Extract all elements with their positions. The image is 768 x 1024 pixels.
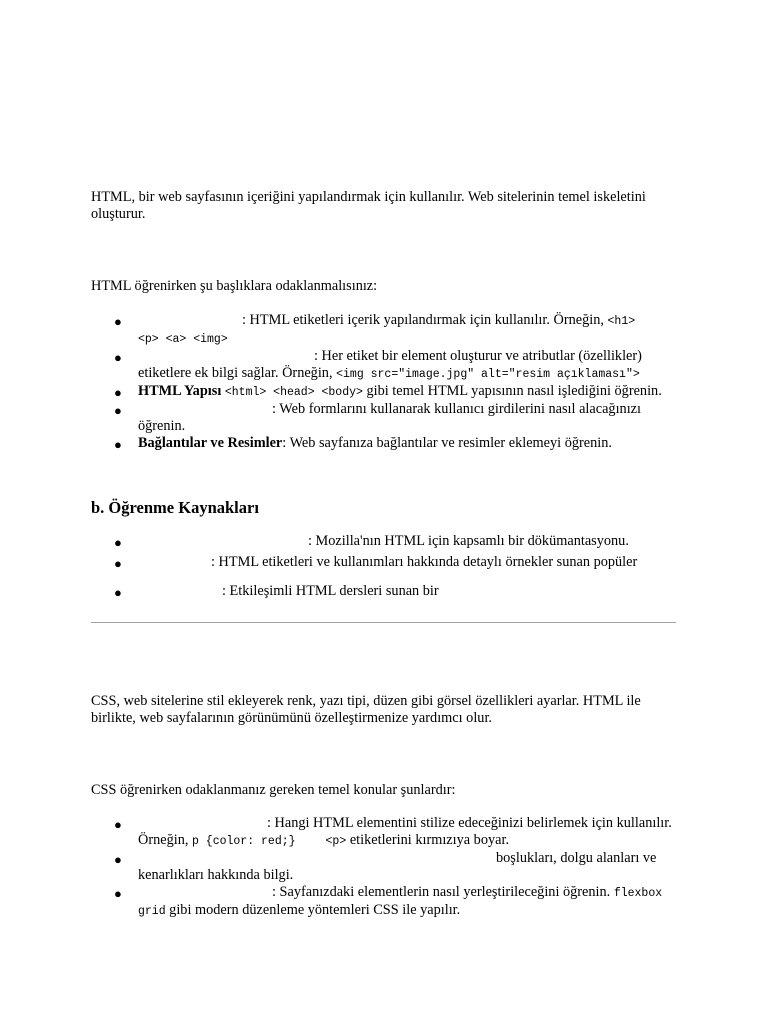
list-item: ● boşlukları, dolgu alanları ve kenarlıkları hakkında bilgi. [114, 850, 657, 883]
list-item: ● Bağlantılar ve Resimler: Web sayfanıza bağlantılar ve resimler eklemeyi öğrenin. [114, 435, 612, 452]
list-item: ● : Her etiket bir element oluşturur ve atributlar (özellikler) etiketlere ek bilgi sağlar. Örneğin, <img src="image.jpg" alt="resim açıklaması"> [114, 348, 642, 381]
html-intro-paragraph: HTML, bir web sayfasının içeriğini yapılandırmak için kullanılır. Web sitelerinin temel iskeletini oluşturur. [91, 189, 646, 222]
bullet-icon: ● [114, 437, 122, 452]
code-snippet: p {color: red;} [192, 835, 296, 848]
list-item: ● HTML Yapısı <html> <head> <body> gibi temel HTML yapısının nasıl işlediğini öğrenin. [114, 383, 662, 400]
code-snippet: <p> [325, 835, 347, 848]
code-snippet: <p> <a> <img> [138, 333, 228, 346]
bullet-icon: ● [114, 385, 122, 400]
bullet-icon: ● [114, 556, 122, 571]
bullet-icon: ● [114, 403, 122, 418]
code-snippet: <html> <head> <body> [224, 386, 363, 399]
bullet-icon: ● [114, 350, 122, 365]
resources-list [91, 533, 681, 600]
topic-title: Bağlantılar ve Resimler [138, 435, 283, 451]
html-learn-intro: HTML öğrenirken şu başlıklara odaklanmalısınız: [91, 278, 378, 294]
bullet-icon: ● [114, 585, 122, 600]
code-snippet: <h1> [607, 315, 636, 328]
code-snippet: <img src="image.jpg" alt="resim açıklaması"> [336, 368, 640, 381]
list-item: ● : Etkileşimli HTML dersleri sunan bir [114, 583, 439, 600]
bullet-icon: ● [114, 817, 122, 832]
bullet-icon: ● [114, 886, 122, 901]
bullet-icon: ● [114, 314, 122, 329]
section-divider [91, 622, 676, 623]
list-item: ● : Hangi HTML elementini stilize edeceğinizi belirlemek için kullanılır. Örneğin, p {color: red;} <p> etiketlerini kırmızıya boyar. [114, 815, 672, 848]
css-learn-intro: CSS öğrenirken odaklanmanız gereken temel konular şunlardır: [91, 782, 456, 798]
bullet-icon: ● [114, 852, 122, 867]
code-snippet: flexbox grid [138, 887, 663, 918]
list-item: ● : HTML etiketleri içerik yapılandırmak için kullanılır. Örneğin, <h1> <p> <a> <img> [114, 312, 636, 346]
list-item: ● : Web formlarını kullanarak kullanıcı girdilerini nasıl alacağınızı öğrenin. [114, 401, 641, 434]
css-intro-paragraph: CSS, web sitelerine stil ekleyerek renk, yazı tipi, düzen gibi görsel özellikleri ayarlar. HTML ile birlikte, web sayfalarının görünümünü özelleştirmenize yardımcı olur. [91, 693, 641, 726]
bullet-icon: ● [114, 535, 122, 550]
list-item: ● : HTML etiketleri ve kullanımları hakkında detaylı örnekler sunan popüler [114, 554, 638, 571]
list-item: ● : Sayfanızdaki elementlerin nasıl yerleştirileceğini öğrenin. flexbox grid gibi modern düzenleme yöntemleri CSS ile yapılır. [114, 884, 663, 918]
css-topics-list [91, 815, 681, 920]
resources-heading: b. Öğrenme Kaynakları [91, 498, 259, 517]
html-topics-list [91, 312, 681, 452]
topic-title: HTML Yapısı [138, 383, 222, 399]
list-item: ● : Mozilla'nın HTML için kapsamlı bir dökümantasyonu. [114, 533, 629, 550]
